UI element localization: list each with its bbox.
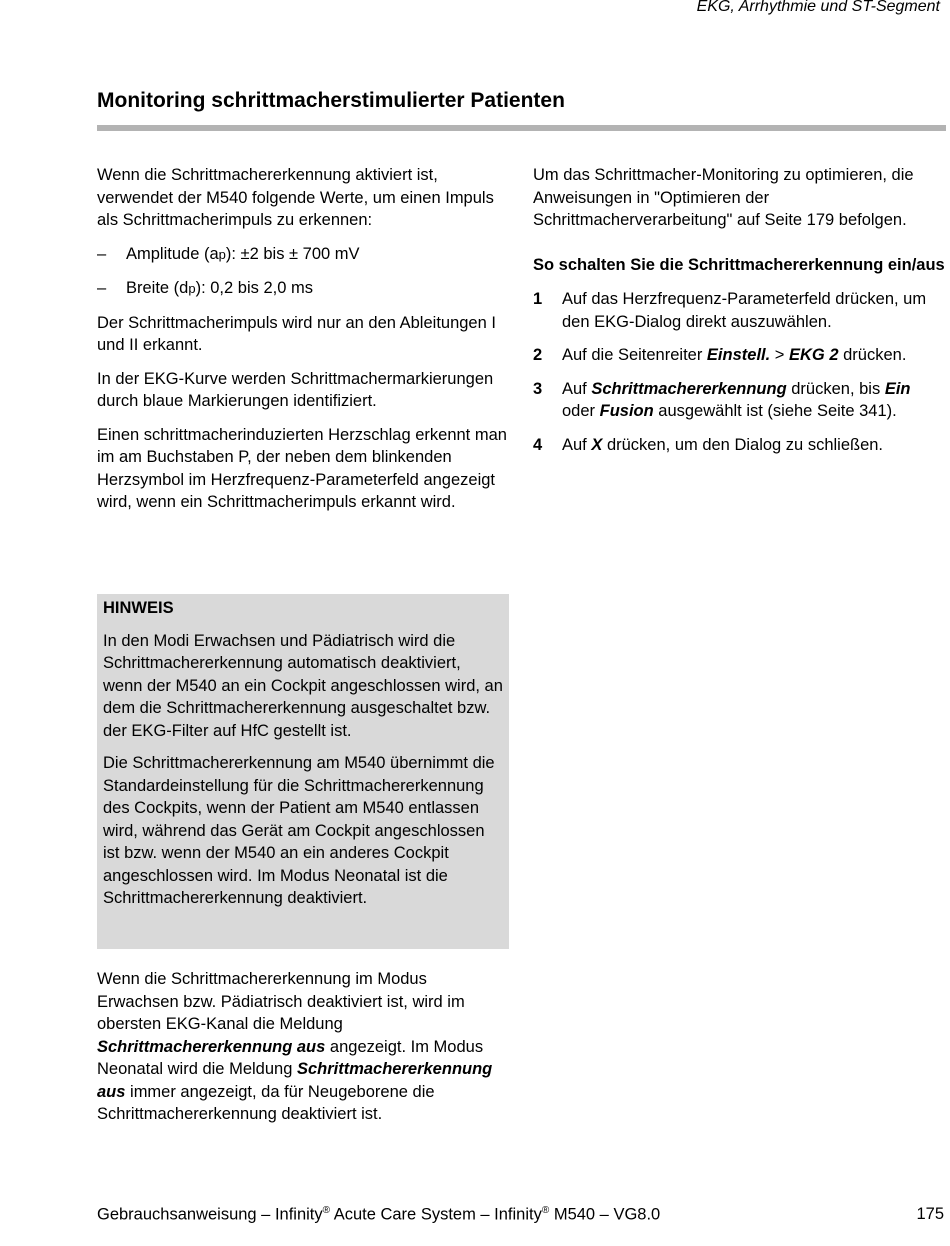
list-subscript: p <box>218 246 226 262</box>
after-note-paragraph <box>97 968 512 1126</box>
step-number: 2 <box>533 346 543 364</box>
dash-bullet: – <box>97 279 107 297</box>
left-column <box>97 164 512 525</box>
list-text: Amplitude (a <box>126 244 219 263</box>
step-text: > <box>770 346 790 364</box>
paragraph-paced-beat: Einen schrittmacherinduzierten Herzschlag erkennt man im am Buchstaben P, der neben dem blinkenden Herzsymbol im Herzfrequenz-Parameterfeld angezeigt wird, wenn ein Schrittmacherimpuls erkannt wird. <box>97 425 507 511</box>
text-run: angezeigt. Im Modus Neonatal wird die Meldung <box>97 1037 484 1078</box>
page-number: 175 <box>916 1205 944 1223</box>
step-text: drücken. <box>838 346 907 364</box>
paragraph-leads: Der Schrittmacherimpuls wird nur an den Ableitungen I und II erkannt. <box>97 313 496 354</box>
text-run: Wenn die Schrittmachererkennung im Modus Erwachsen bzw. Pädiatrisch deaktiviert ist, wird im obersten EKG-Kanal die Meldung <box>97 970 465 1033</box>
ui-label: X <box>591 435 603 454</box>
ui-label: Schrittmachererkennung <box>591 379 787 398</box>
text-run: immer angezeigt, da für Neugeborene die Schrittmachererkennung deaktiviert ist. <box>97 1082 435 1123</box>
note-paragraph-2: Die Schrittmachererkennung am M540 übernimmt die Standardeinstellung für die Schrittmachererkennung des Cockpits, wenn der Patient am M540 entlassen wird, während das Gerät am Cockpit angeschlossen ist bzw. wenn der M540 an ein anderes Cockpit angeschlossen wird. Im Modus Neonatal ist die Schrittmachererkennung deaktiviert. <box>103 754 495 907</box>
footer-document-title <box>97 1205 660 1225</box>
list-item-amplitude <box>97 243 512 267</box>
note-paragraph-1: In den Modi Erwachsen und Pädiatrisch wird die Schrittmachererkennung automatisch deaktiviert, wenn der M540 an ein Cockpit angeschlossen wird, an dem die Schrittmachererkennung ausgeschaltet bzw. der EKG-Filter auf HfC gestellt ist. <box>103 631 503 740</box>
step-text: ausgewählt ist (siehe Seite 341). <box>653 402 897 420</box>
step-text: Auf die Seitenreiter <box>562 346 707 364</box>
right-column <box>533 164 948 467</box>
step-number: 3 <box>533 379 543 398</box>
ui-label: EKG 2 <box>789 346 839 364</box>
ui-label: Fusion <box>599 402 654 420</box>
list-item-width <box>97 277 512 301</box>
message-paragraph <box>97 968 512 1126</box>
step-text: oder <box>562 402 600 420</box>
step-2 <box>533 344 948 367</box>
list-text: Breite (d <box>126 279 189 297</box>
list-text: ): ±2 bis ± 700 mV <box>225 244 360 263</box>
step-text: Auf das Herzfrequenz-Parameterfeld drücken, um den EKG-Dialog direkt auszuwählen. <box>562 290 927 331</box>
message-label: Schrittmachererkennung aus <box>97 1037 326 1056</box>
step-number: 4 <box>533 435 543 454</box>
list-text: ): 0,2 bis 2,0 ms <box>195 279 313 297</box>
registered-mark: ® <box>322 1205 331 1216</box>
page-title: Monitoring schrittmacherstimulierter Patienten <box>97 89 565 112</box>
optimize-paragraph: Um das Schrittmacher-Monitoring zu optimieren, die Anweisungen in "Optimieren der Schrittmacherverarbeitung" auf Seite 179 befolgen. <box>533 166 914 229</box>
dash-bullet: – <box>97 244 107 263</box>
footer-text: Gebrauchsanweisung – Infinity <box>97 1205 323 1224</box>
list-subscript: p <box>188 281 196 296</box>
paragraph-markers: In der EKG-Kurve werden Schrittmachermarkierungen durch blaue Markierungen identifiziert. <box>97 369 494 410</box>
note-box <box>97 594 509 949</box>
intro-paragraph: Wenn die Schrittmachererkennung aktiviert ist, verwendet der M540 folgende Werte, um einen Impuls als Schrittmacherimpuls zu erkennen: <box>97 166 494 229</box>
title-rule <box>97 125 946 131</box>
step-3 <box>533 378 948 423</box>
procedure-heading: So schalten Sie die Schrittmachererkennung ein/aus <box>533 255 945 274</box>
step-text: drücken, um den Dialog zu schließen. <box>602 435 884 454</box>
ui-label: Einstell. <box>706 346 771 364</box>
note-heading: HINWEIS <box>103 599 174 617</box>
step-number: 1 <box>533 290 543 308</box>
step-text: Auf <box>562 379 592 398</box>
step-4 <box>533 434 948 457</box>
step-text: Auf <box>562 435 592 454</box>
footer-text: Acute Care System – Infinity <box>330 1205 542 1224</box>
registered-mark: ® <box>541 1205 550 1216</box>
footer-text: M540 – VG8.0 <box>549 1205 661 1224</box>
message-label: Schrittmachererkennung aus <box>97 1060 493 1101</box>
running-header: EKG, Arrhythmie und ST-Segment <box>696 0 940 15</box>
ui-label: Ein <box>884 379 911 398</box>
step-text: drücken, bis <box>786 379 885 398</box>
step-1 <box>533 288 948 333</box>
